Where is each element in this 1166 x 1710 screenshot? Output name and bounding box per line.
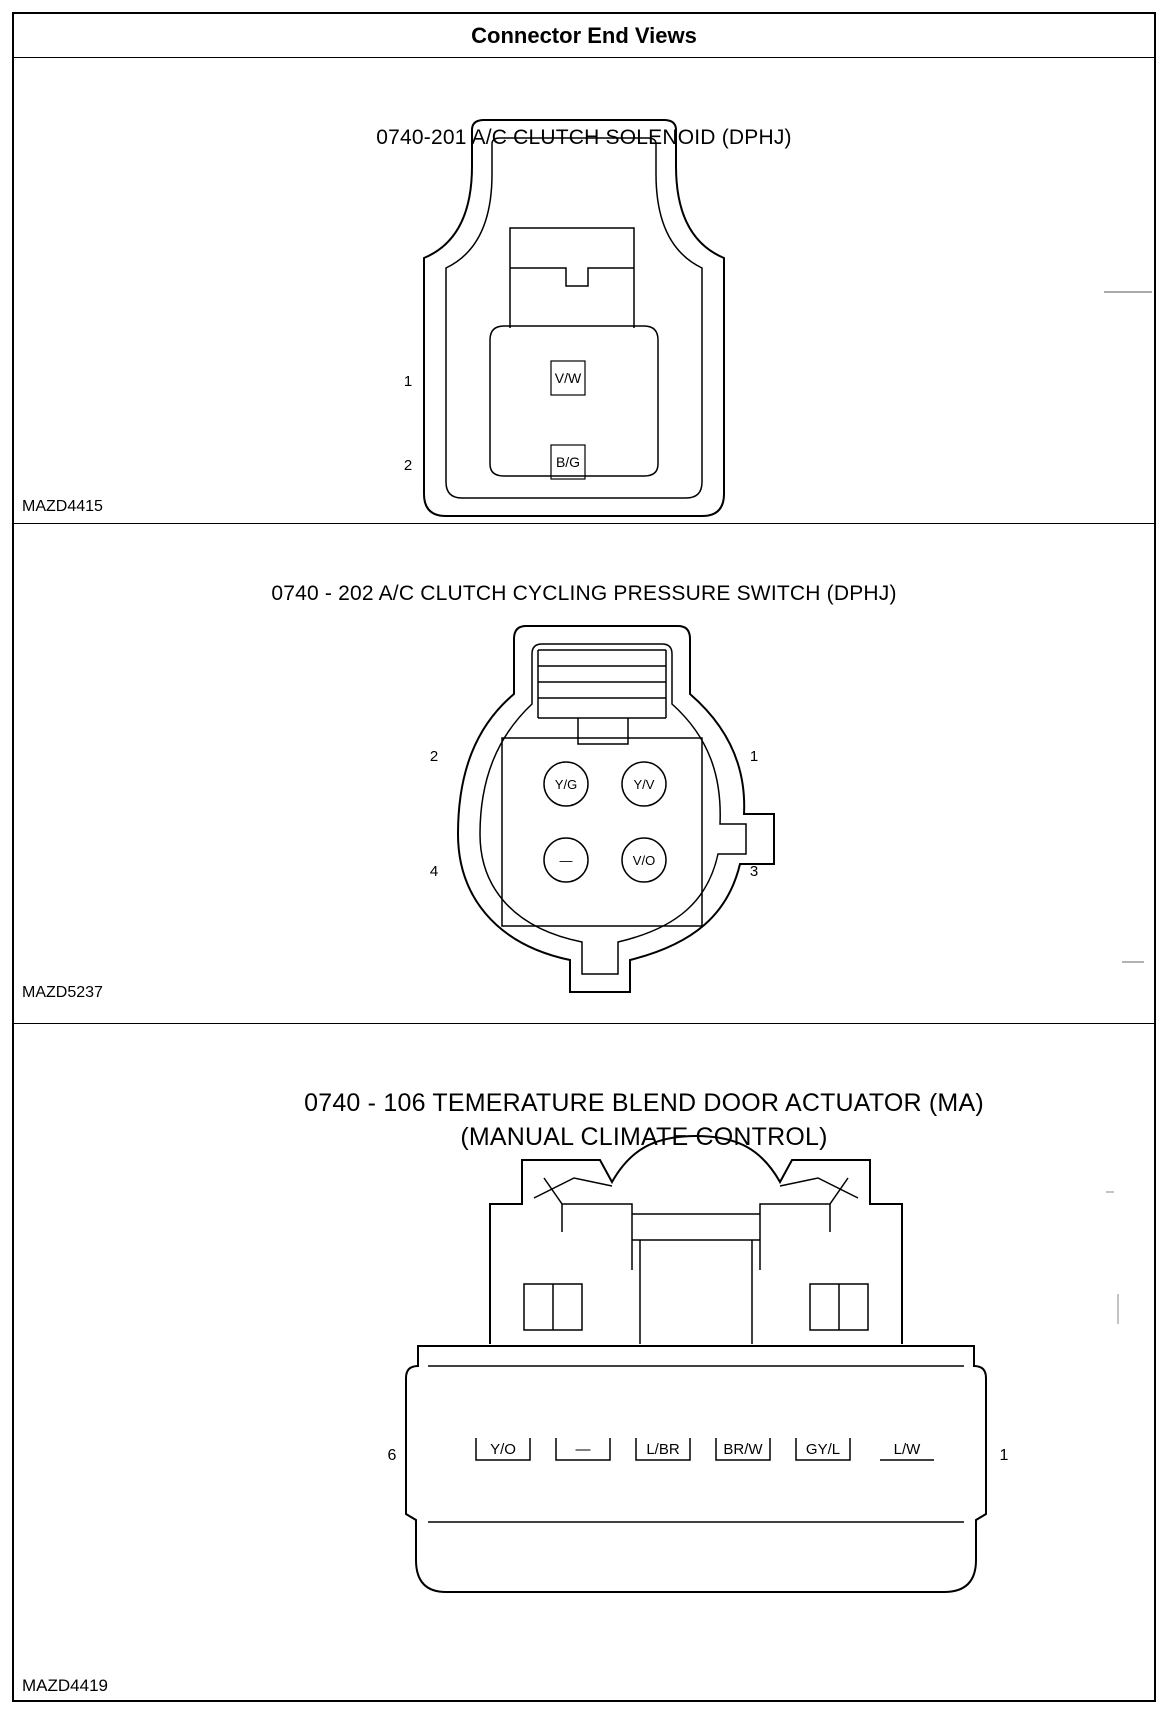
pin-4-wire: — [559,853,573,868]
pin-row [388,1438,1009,1464]
pin-5-wire: — [575,1441,591,1458]
pin-2-number: 2 [429,748,439,765]
pin-2-wire: B/G [555,454,581,470]
pin-1 [880,1441,934,1460]
connector-inner-rim [446,138,702,498]
pin-2-wire: Y/G [554,777,578,792]
pin-6-wire: Y/O [490,1441,516,1458]
connector-diagram-ma-actuator [14,1024,1158,1704]
pin-3-wire: BR/W [723,1441,763,1458]
section-title-line1: 0740 - 106 TEMERATURE BLEND DOOR ACTUATOR (MA) [304,1089,984,1117]
section-ac-clutch-solenoid [14,58,1154,524]
connector-body [406,1346,986,1592]
page-header [14,14,1154,58]
locking-tab [538,650,666,744]
pin-5 [556,1438,610,1460]
terminal-cavity [502,738,702,926]
connector-diagram-dphj-pressure-switch [14,524,1158,1024]
latch-right [760,1178,858,1270]
diagram-id-code: MAZD4419 [22,1676,108,1695]
pin-1-wire: L/W [893,1441,921,1458]
pin-4-wire: L/BR [646,1441,680,1458]
connector-end-views-frame [12,12,1156,1702]
pin-6-number: 6 [387,1447,397,1464]
locking-tab [510,228,634,328]
pin-1-number: 1 [749,748,759,765]
connector-diagram-dphj-solenoid [14,58,1158,524]
pin-1-number: 1 [999,1447,1009,1464]
pin-3 [716,1438,770,1460]
section-title: 0740-201 A/C CLUTCH SOLENOID (DPHJ) [376,126,792,149]
pin-6 [476,1438,530,1460]
section-temperature-blend-door-actuator [14,1024,1154,1704]
pin-1-wire: Y/V [633,777,655,792]
pin-2-wire: GY/L [805,1441,841,1458]
diagram-id-code: MAZD4415 [22,498,103,515]
pin-1-wire: V/W [554,370,582,386]
scan-marks [1106,1192,1118,1324]
connector-outer-housing [458,626,774,992]
pin-3-number: 3 [749,863,759,880]
pin-2 [796,1438,850,1460]
center-key [632,1214,760,1344]
page-title: Connector End Views [471,22,697,48]
pin-4-number: 4 [429,863,439,880]
pin-1-number: 1 [403,373,413,390]
section-ac-cycling-pressure-switch [14,524,1154,1024]
section-title: 0740 - 202 A/C CLUTCH CYCLING PRESSURE SWITCH (DPHJ) [271,582,897,605]
pin-4 [636,1438,690,1460]
diagram-id-code: MAZD5237 [22,984,103,1001]
pin-3-wire: V/O [632,853,656,868]
section-title-line2: (MANUAL CLIMATE CONTROL) [460,1123,828,1151]
pin-2-number: 2 [403,457,413,474]
latch-left [534,1178,632,1270]
